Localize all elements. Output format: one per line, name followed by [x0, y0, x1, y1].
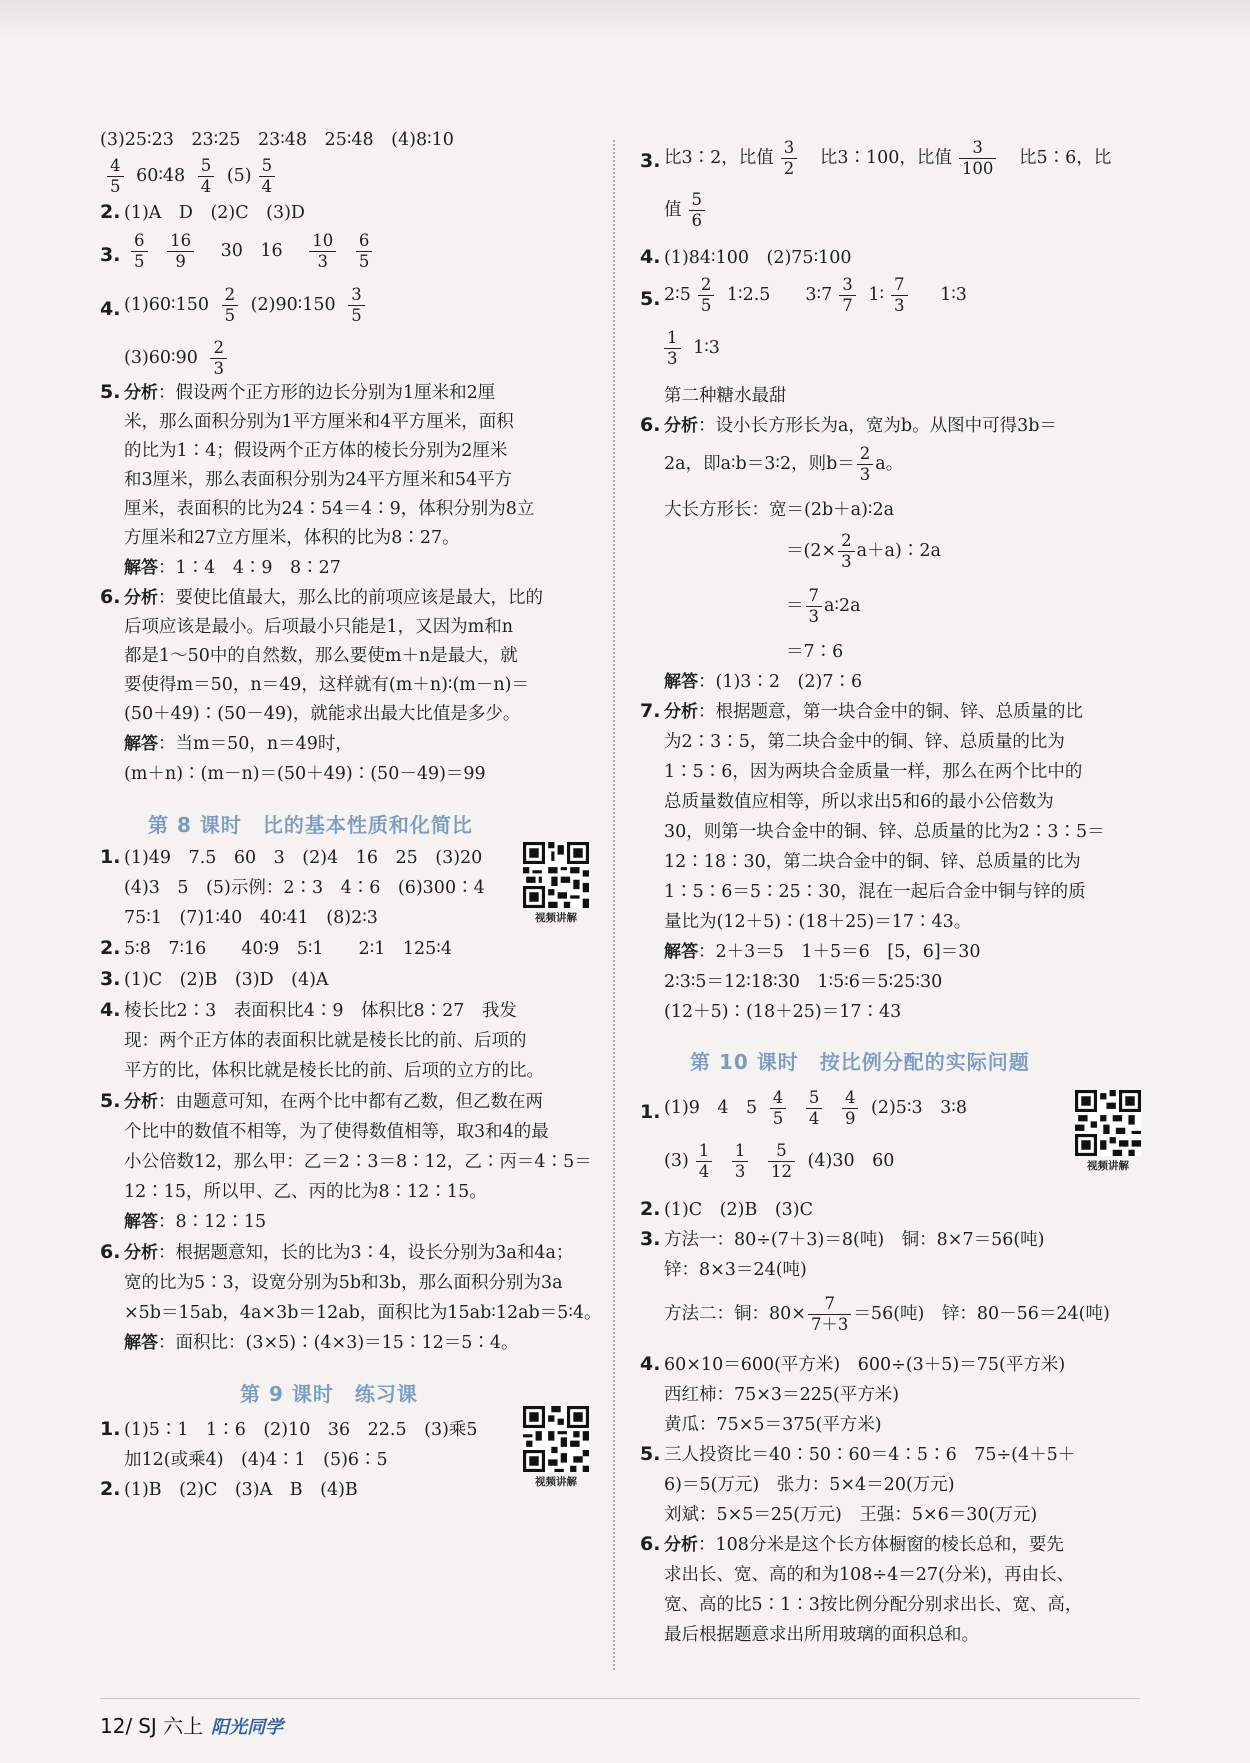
- answer-line: (1)C (2)B (3)C: [664, 1200, 814, 1220]
- question-number: 2.: [100, 937, 121, 959]
- analysis-line: 最后根据题意求出所用玻璃的面积总和。: [664, 1625, 979, 1645]
- text: ：要使比值最大，那么比的前项应该是最大，比的: [158, 588, 543, 608]
- question-number: 3.: [640, 150, 661, 172]
- analysis-line: [664, 444, 903, 485]
- text: ＝56(吨) 锌：80－56＝24(吨): [853, 1304, 1110, 1324]
- question-number: 5.: [640, 288, 661, 310]
- answer-line: (4)3 5 (5)示例：2∶3 4∶6 (6)300∶4: [124, 878, 485, 898]
- ratio-text: (2)90∶150: [250, 295, 336, 315]
- footer-rule: [100, 1698, 1140, 1699]
- analysis-line: [124, 381, 495, 405]
- text: (1)9 4 5: [664, 1098, 758, 1118]
- fraction: $\frac{2}{3}$: [838, 531, 855, 572]
- answer-line: [664, 138, 1111, 179]
- answer-line: 加12(或乘4) (4)4∶1 (5)6∶5: [124, 1450, 388, 1470]
- answer-line: 三人投资比＝40∶50∶60＝4∶5∶6 75÷(4＋5＋: [664, 1445, 1076, 1465]
- fraction: $\frac{16}{9}$: [167, 231, 194, 272]
- text: 1∶: [868, 285, 885, 305]
- analysis-line: [124, 586, 543, 610]
- brand-logo: 阳光同学: [211, 1717, 284, 1738]
- label: 解答: [124, 1212, 158, 1232]
- label: 解答: [664, 942, 698, 962]
- label: 分析: [664, 702, 698, 722]
- solution-line: (m＋n)∶(m－n)＝(50＋49)∶(50－49)＝99: [124, 764, 486, 784]
- analysis-line: [664, 700, 1083, 724]
- text: (2)5∶3 3∶8: [871, 1098, 967, 1118]
- analysis-line: [664, 1533, 1064, 1557]
- analysis-line: [786, 531, 941, 572]
- answer-line: 现：两个正方体的表面积比就是棱长比的前、后项的: [124, 1031, 527, 1051]
- text: ：当m＝50，n＝49时，: [158, 734, 353, 754]
- label: 解答: [124, 558, 158, 578]
- text: ：(1)3∶2 (2)7∶6: [698, 672, 863, 692]
- answer-line: [124, 231, 379, 272]
- ratio-text: 30 16: [220, 241, 283, 261]
- series-label: SJ 六上: [138, 1714, 204, 1738]
- qr-code-icon: [523, 1406, 589, 1472]
- question-number: 2.: [640, 1198, 661, 1220]
- analysis-line: (50＋49)∶(50－49)，就能求出最大比值是多少。: [124, 704, 521, 724]
- ratio-text: 60∶48: [136, 166, 186, 186]
- answer-line: [664, 1088, 967, 1129]
- fraction: $\frac{7}{3}$: [891, 275, 908, 316]
- text: a＋a)∶2a: [856, 541, 941, 561]
- answer-line: (1)C (2)B (3)D (4)A: [124, 970, 329, 990]
- answer-line: 6)＝5(万元) 张力：5×4＝20(万元): [664, 1475, 955, 1495]
- qr-caption: 视频讲解: [535, 1476, 577, 1488]
- question-number: 4.: [100, 999, 121, 1021]
- fraction: $\frac{7}{3}$: [806, 586, 823, 627]
- question-number: 1.: [100, 1418, 121, 1440]
- answer-line: 刘斌：5×5＝25(万元) 王强：5×6＝30(万元): [664, 1505, 1038, 1525]
- analysis-line: [664, 414, 1057, 438]
- answer-line: 西红柿：75×3＝225(平方米): [664, 1385, 900, 1405]
- text: (4)30 60: [807, 1151, 895, 1171]
- fraction: $\frac{2}{3}$: [210, 338, 227, 379]
- analysis-line: 为2∶3∶5，第二块合金中的铜、锌、总质量的比为: [664, 732, 1065, 752]
- text: 2a，即a∶b＝3∶2，则b＝: [664, 454, 855, 474]
- fraction: $\frac{1}{4}$: [696, 1141, 713, 1182]
- text: ＝: [786, 596, 804, 616]
- answer-line: [124, 338, 234, 379]
- text: ：根据题意，第一块合金中的铜、锌、总质量的比: [698, 702, 1083, 722]
- question-number: 5.: [100, 381, 121, 403]
- text: (3): [664, 1151, 689, 1171]
- question-number: 4.: [100, 298, 121, 320]
- text: ：1∶4 4∶9 8∶27: [158, 558, 341, 578]
- video-qr-code[interactable]: [1072, 1090, 1144, 1173]
- solution-line: [124, 732, 353, 756]
- text: ：设小长方形长为a，宽为b。从图中可得3b＝: [698, 416, 1057, 436]
- fraction: $\frac{7}{7+3}$: [808, 1294, 852, 1335]
- fraction: $\frac{6}{5}$: [131, 231, 148, 272]
- analysis-line: 总质量数值应相等，所以求出5和6的最小公倍数为: [664, 792, 1054, 812]
- answer-line: 棱长比2∶3 表面积比4∶9 体积比8∶27 我发: [124, 1001, 517, 1021]
- analysis-line: 个比中的数值不相等，为了使得数值相等，取3和4的最: [124, 1122, 549, 1142]
- section-title: 第 8 课时 比的基本性质和化简比: [148, 813, 473, 837]
- analysis-line: [124, 1090, 543, 1114]
- question-number: 4.: [640, 246, 661, 268]
- qr-caption: 视频讲解: [1087, 1160, 1129, 1172]
- solution-line: (12＋5)∶(18＋25)＝17∶43: [664, 1002, 902, 1022]
- analysis-line: 宽、高的比5∶1∶3按比例分配分别求出长、宽、高，: [664, 1595, 1083, 1615]
- solution-line: 2∶3∶5＝12∶18∶30 1∶5∶6＝5∶25∶30: [664, 972, 943, 992]
- answer-line: 75∶1 (7)1∶40 40∶41 (8)2∶3: [124, 908, 378, 928]
- answer-line: 黄瓜：75×5＝375(平方米): [664, 1415, 882, 1435]
- answer-line: [100, 156, 282, 197]
- solution-line: [664, 670, 862, 694]
- question-number: 6.: [640, 414, 661, 436]
- fraction: $\frac{3}{7}$: [839, 275, 856, 316]
- fraction: $\frac{5}{4}$: [259, 156, 276, 197]
- text: 比3∶2，比值: [664, 148, 774, 168]
- qr-code-icon: [523, 842, 589, 908]
- analysis-line: 宽的比为5∶3，设宽分别为5b和3b，那么面积分别为3a: [124, 1273, 563, 1293]
- page-footer: 12/ SJ 六上 阳光同学: [100, 1714, 284, 1738]
- label: 解答: [124, 1333, 158, 1353]
- fraction: $\frac{5}{4}$: [198, 156, 215, 197]
- analysis-line: 要使得m＝50，n＝49，这样就有(m＋n)∶(m－n)＝: [124, 675, 529, 695]
- analysis-line: ＝7∶6: [786, 642, 844, 662]
- answer-line: (1)49 7.5 60 3 (2)4 16 25 (3)20: [124, 848, 483, 868]
- fraction: $\frac{5}{12}$: [768, 1141, 795, 1182]
- question-number: 1.: [640, 1101, 661, 1123]
- analysis-line: 小公倍数12，那么甲：乙＝2∶3＝8∶12，乙∶丙＝4∶5＝: [124, 1152, 592, 1172]
- label: 解答: [124, 734, 158, 754]
- text: ：由题意可知，在两个比中都有乙数，但乙数在两: [158, 1092, 543, 1112]
- fraction: $\frac{6}{5}$: [356, 231, 373, 272]
- fraction: $\frac{3}{5}$: [348, 285, 365, 326]
- question-number: 6.: [100, 586, 121, 608]
- label: 分析: [124, 383, 158, 403]
- label: 分析: [124, 588, 158, 608]
- fraction: $\frac{3}{2}$: [781, 138, 798, 179]
- ratio-text: (1)60∶150: [124, 295, 210, 315]
- qr-caption: 视频讲解: [535, 912, 577, 924]
- fraction: $\frac{2}{3}$: [857, 444, 874, 485]
- fraction: $\frac{5}{6}$: [689, 190, 706, 231]
- answer-line: 锌：8×3＝24(吨): [664, 1260, 807, 1280]
- text: ＝(2×: [786, 541, 837, 561]
- answer-line: [664, 1141, 894, 1182]
- fraction: $\frac{4}{5}$: [770, 1088, 787, 1129]
- text: a∶2a: [824, 596, 861, 616]
- question-number: 5.: [640, 1443, 661, 1465]
- analysis-line: [124, 1241, 573, 1265]
- answer-line: [664, 328, 720, 369]
- analysis-line: 大长方形长：宽＝(2b＋a)∶2a: [664, 500, 895, 520]
- answer-line: 方法一：80÷(7＋3)＝8(吨) 铜：8×7＝56(吨): [664, 1230, 1045, 1250]
- answer-line: (1)A D (2)C (3)D: [124, 203, 305, 223]
- answer-line: (1)B (2)C (3)A B (4)B: [124, 1480, 358, 1500]
- analysis-line: 求出长、宽、高的和为108÷4＝27(分米)，再由长、: [664, 1565, 1075, 1585]
- text: 方法二：铜：80×: [664, 1304, 806, 1324]
- analysis-line: 1∶5∶6＝5∶25∶30，混在一起后合金中铜与锌的质: [664, 882, 1086, 902]
- text: 2∶5: [664, 285, 691, 305]
- answer-line: (1)84∶100 (2)75∶100: [664, 248, 852, 268]
- answer-line: (3)25∶23 23∶25 23∶48 25∶48 (4)8∶10: [100, 130, 454, 150]
- label: 分析: [124, 1243, 158, 1263]
- answer-line: [664, 1294, 1110, 1335]
- section-title: 第 10 课时 按比例分配的实际问题: [690, 1050, 1030, 1074]
- label: 分析: [124, 1092, 158, 1112]
- fraction: $\frac{2}{5}$: [222, 285, 239, 326]
- analysis-line: [786, 586, 861, 627]
- text: 值: [664, 200, 682, 220]
- label: 解答: [664, 672, 698, 692]
- analysis-line: 厘米，表面积的比为24∶54＝4∶9，体积分别为8立: [124, 499, 535, 519]
- analysis-line: 12∶18∶30，第二块合金中的铜、锌、总质量的比为: [664, 852, 1081, 872]
- question-number: 1.: [100, 846, 121, 868]
- ratio-text: (5): [226, 166, 252, 186]
- text: 比5∶6，比: [1018, 148, 1112, 168]
- text: ：根据题意知，长的比为3∶4，设长分别为3a和4a；: [158, 1243, 574, 1263]
- analysis-line: 都是1～50中的自然数，那么要使m＋n是最大，就: [124, 646, 518, 666]
- solution-line: [664, 940, 981, 964]
- fraction: $\frac{1}{3}$: [664, 328, 681, 369]
- text: 比3∶100，比值: [819, 148, 952, 168]
- analysis-line: ×5b＝15ab，4a×3b＝12ab，面积比为15ab∶12ab＝5∶4。: [124, 1303, 602, 1323]
- column-divider: [613, 140, 615, 1670]
- answer-line: 第二种糖水最甜: [664, 386, 787, 406]
- question-number: 3.: [100, 244, 121, 266]
- video-qr-code[interactable]: [520, 842, 592, 925]
- text: 1∶3: [940, 285, 967, 305]
- question-number: 6.: [640, 1533, 661, 1555]
- ratio-text: (3)60∶90: [124, 348, 198, 368]
- answer-line: [124, 285, 372, 326]
- text: 1∶3: [693, 338, 720, 358]
- answer-line: 5∶8 7∶16 40∶9 5∶1 2∶1 125∶4: [124, 939, 452, 959]
- scan-shade: [0, 0, 1250, 40]
- section-title: 第 9 课时 练习课: [240, 1382, 418, 1406]
- solution-line: [124, 1331, 518, 1355]
- fraction: $\frac{3}{100}$: [959, 138, 997, 179]
- solution-line: [124, 556, 341, 580]
- fraction: $\frac{4}{5}$: [107, 156, 124, 197]
- fraction: $\frac{5}{4}$: [806, 1088, 823, 1129]
- analysis-line: 1∶5∶6，因为两块合金质量一样，那么在两个比中的: [664, 762, 1083, 782]
- answer-line: (1)5∶1 1∶6 (2)10 36 22.5 (3)乘5: [124, 1420, 478, 1440]
- question-number: 3.: [100, 968, 121, 990]
- analysis-line: 30，则第一块合金中的铜、锌、总质量的比为2∶3∶5＝: [664, 822, 1105, 842]
- text: ：8∶12∶15: [158, 1212, 267, 1232]
- solution-line: [124, 1210, 266, 1234]
- analysis-line: 后项应该是最小。后项最小只能是1，又因为m和n: [124, 617, 513, 637]
- text: 1∶2.5 3∶7: [726, 285, 833, 305]
- answer-line: 平方的比，体积比就是棱长比的前、后项的立方的比。: [124, 1061, 544, 1081]
- analysis-line: 和3厘米，那么表面积分别为24平方厘米和54平方: [124, 470, 513, 490]
- question-number: 6.: [100, 1241, 121, 1263]
- question-number: 4.: [640, 1353, 661, 1375]
- video-qr-code[interactable]: [520, 1406, 592, 1489]
- question-number: 2.: [100, 1478, 121, 1500]
- qr-code-icon: [1075, 1090, 1141, 1156]
- fraction: $\frac{10}{3}$: [309, 231, 336, 272]
- analysis-line: 的比为1∶4；假设两个正方体的棱长分别为2厘米: [124, 441, 508, 461]
- text: a。: [875, 454, 904, 474]
- analysis-line: 量比为(12＋5)∶(18＋25)＝17∶43。: [664, 912, 972, 932]
- fraction: $\frac{4}{9}$: [842, 1088, 859, 1129]
- analysis-line: 12∶15，所以甲、乙、丙的比为8∶12∶15。: [124, 1182, 487, 1202]
- label: 分析: [664, 416, 698, 436]
- label: 分析: [664, 1535, 698, 1555]
- answer-line: [664, 275, 967, 316]
- answer-line: 60×10＝600(平方米) 600÷(3＋5)＝75(平方米): [664, 1355, 1066, 1375]
- question-number: 7.: [640, 700, 661, 722]
- text: ：面积比：(3×5)∶(4×3)＝15∶12＝5∶4。: [158, 1333, 519, 1353]
- question-number: 3.: [640, 1228, 661, 1250]
- fraction: $\frac{2}{5}$: [698, 275, 715, 316]
- fraction: $\frac{1}{3}$: [732, 1141, 749, 1182]
- question-number: 5.: [100, 1090, 121, 1112]
- text: ：2＋3＝5 1＋5＝6 [5，6]＝30: [698, 942, 981, 962]
- text: ：108分米是这个长方体橱窗的棱长总和，要先: [698, 1535, 1064, 1555]
- answer-line: [664, 190, 712, 231]
- text: ：假设两个正方形的边长分别为1厘米和2厘: [158, 383, 496, 403]
- question-number: 2.: [100, 201, 121, 223]
- page-number: 12: [100, 1714, 126, 1738]
- analysis-line: 米，那么面积分别为1平方厘米和4平方厘米，面积: [124, 412, 514, 432]
- analysis-line: 方厘米和27立方厘米，体积的比为8∶27。: [124, 528, 460, 548]
